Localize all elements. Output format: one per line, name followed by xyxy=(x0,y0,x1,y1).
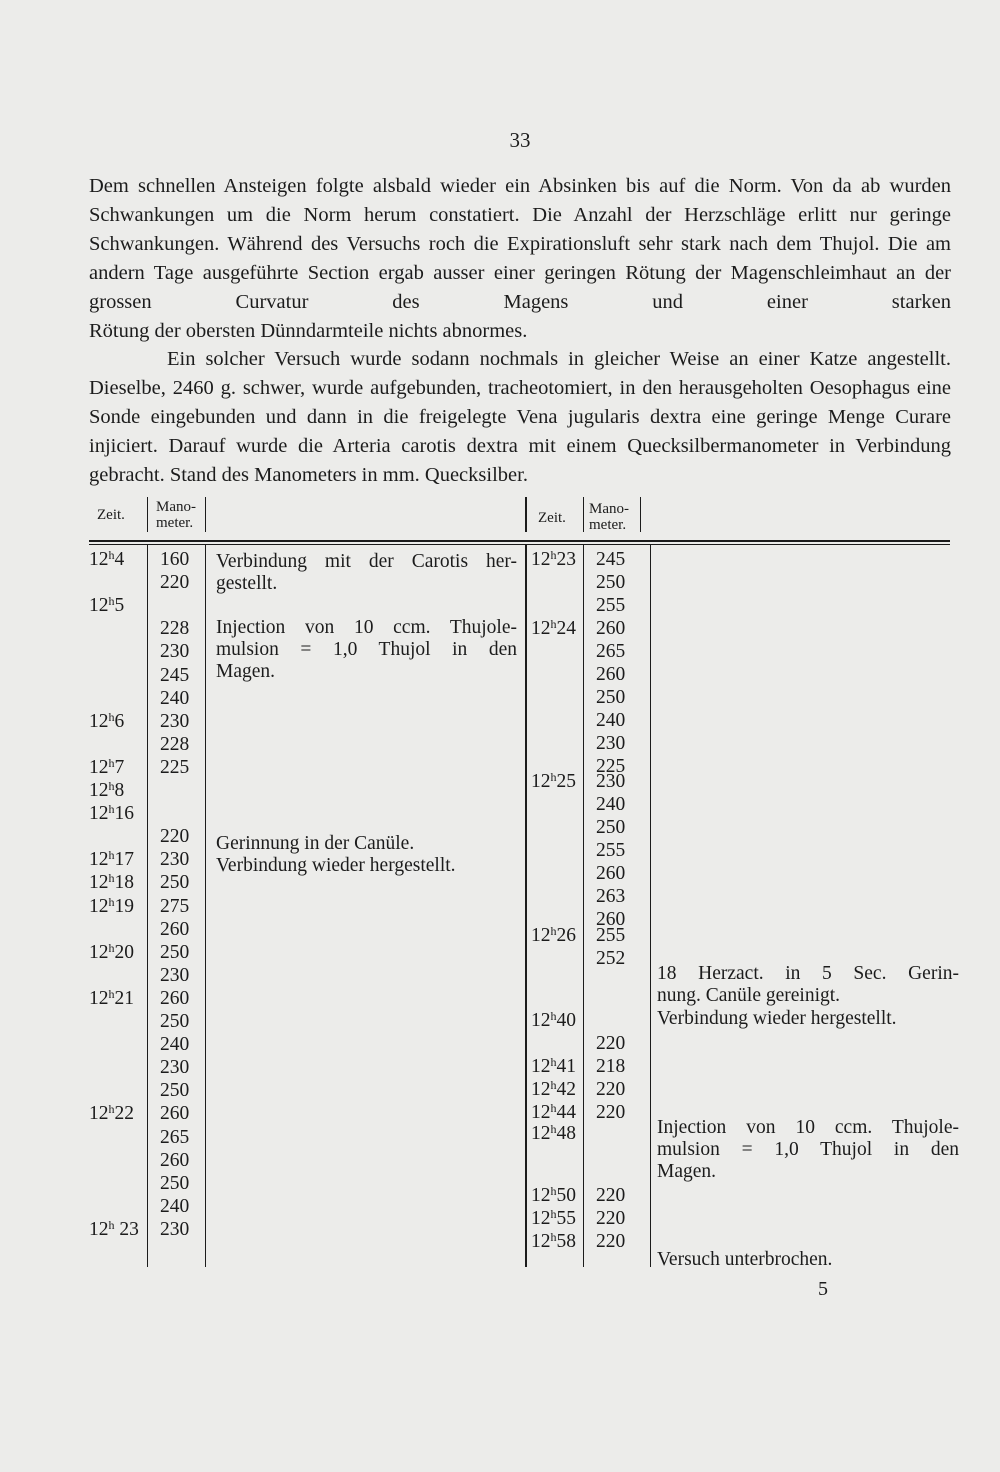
header-divider-right-2 xyxy=(640,497,641,532)
pressure-cell: 265 xyxy=(160,1126,190,1148)
pressure-cell: 228 xyxy=(160,733,190,755)
pressure-cell: 240 xyxy=(596,794,626,815)
header-divider-left-1 xyxy=(147,497,148,532)
pressure-cell: 250 xyxy=(160,1080,190,1102)
pressure-cell: 220 xyxy=(596,1079,626,1100)
pressure-cell: 240 xyxy=(596,710,626,731)
pressure-cell: 230 xyxy=(160,849,190,871)
note-line: Versuch unterbrochen. xyxy=(657,1249,833,1270)
pressure-cell: 275 xyxy=(160,895,190,917)
pressure-cell: 240 xyxy=(160,1034,190,1056)
time-cell: 12$^h$5 xyxy=(89,594,125,617)
note-line: Gerinnung in der Canüle. xyxy=(216,833,415,854)
pressure-cell: 220 xyxy=(596,1208,626,1229)
note-line: Verbindung wieder hergestellt. xyxy=(216,855,456,876)
pressure-cell: 255 xyxy=(596,595,626,616)
pressure-cell: 218 xyxy=(596,1056,626,1077)
time-cell: 12$^h$18 xyxy=(89,871,134,894)
note-line: mulsion = 1,0 Thujol in den xyxy=(657,1139,959,1160)
column-divider-left-1 xyxy=(147,545,148,1267)
pressure-cell: 263 xyxy=(596,886,626,907)
table-top-rule xyxy=(89,540,950,542)
note-heartbeat xyxy=(657,963,959,1007)
paragraph-1-text: Dem schnellen Ansteigen folgte alsbald wieder ein Absinken bis auf die Norm. Von da ab wurden Schwankungen um die Norm herum constatiert. Die Anzahl der Herzschläge erlitt nur geringe Schwankungen. Während des Versuchs roch die Expirationsluft sehr stark nach dem Thujol. Die am andern Tage ausgeführte Section ergab ausser einer geringen Rötung der Magenschleimhaut an der grossen Curvatur des Magens und einer starken xyxy=(89,175,951,313)
note-line: Injection von 10 ccm. Thujole- xyxy=(216,617,517,638)
header-zeit-right: Zeit. xyxy=(538,510,566,526)
pressure-cell: 265 xyxy=(596,641,626,662)
pressure-cell: 250 xyxy=(160,941,190,963)
time-cell: 12$^h$ 23 xyxy=(89,1217,139,1240)
time-cell: 12$^h$19 xyxy=(89,894,134,917)
pressure-cell: 220 xyxy=(596,1033,626,1054)
pressure-cell: 250 xyxy=(160,1011,190,1032)
note-line: Verbindung mit der Carotis her- xyxy=(216,551,517,572)
header-zeit-left: Zeit. xyxy=(97,507,125,523)
note-line: nung. Canüle gereinigt. xyxy=(657,985,841,1006)
time-cell: 12$^h$40 xyxy=(531,1009,576,1031)
pressure-cell: 230 xyxy=(160,1218,190,1240)
time-cell: 12$^h$42 xyxy=(531,1078,576,1100)
note-experiment-stopped xyxy=(657,1249,959,1271)
pressure-cell: 250 xyxy=(596,572,626,593)
pressure-cell: 220 xyxy=(160,572,190,594)
time-cell: 12$^h$17 xyxy=(89,848,134,871)
pressure-cell: 160 xyxy=(160,549,190,570)
paragraph-2: Ein solcher Versuch wurde sodann nochmals in gleicher Weise an einer Katze angestellt. Dieselbe, 2460 g. schwer, wurde aufgebunden, tracheotomiert, in den herausgeholten Oesophagus eine Sonde eingebunden und dann in die freigelegte Vena jugularis dextra eine geringe Menge Curare injiciert. Darauf wurde die Arteria carotis dextra mit einem Quecksilbermanometer in Verbindung gebracht. Stand des Manometers in mm. Quecksilber. xyxy=(89,348,951,487)
pressure-cell: 255 xyxy=(596,925,626,946)
pressure-cell: 260 xyxy=(160,918,190,940)
column-divider-left-2 xyxy=(205,545,206,1267)
pressure-cell: 260 xyxy=(596,909,626,930)
time-cell: 12$^h$7 xyxy=(89,755,125,778)
pressure-cell: 220 xyxy=(596,1102,626,1123)
time-cell: 12$^h$23 xyxy=(531,548,576,570)
time-cell: 12$^h$55 xyxy=(531,1207,576,1229)
pressure-cell: 260 xyxy=(596,664,626,685)
column-divider-middle xyxy=(525,545,527,1267)
time-cell: 12$^h$44 xyxy=(531,1101,576,1123)
pressure-cell: 252 xyxy=(596,948,626,969)
pressure-cell: 250 xyxy=(596,687,626,708)
pressure-cell: 250 xyxy=(596,817,626,838)
pressure-cell: 245 xyxy=(160,664,190,686)
pressure-cell: 240 xyxy=(160,1195,190,1217)
time-cell: 12$^h$16 xyxy=(89,802,134,825)
header-mano-left-1: Mano- xyxy=(156,499,196,515)
pressure-cell: 220 xyxy=(160,826,190,848)
time-cell: 12$^h$6 xyxy=(89,709,125,732)
pressure-cell: 220 xyxy=(596,1185,626,1206)
signature-mark: 5 xyxy=(818,1278,828,1300)
time-cell: 12$^h$8 xyxy=(89,779,125,801)
header-mano-right-1: Mano- xyxy=(589,501,629,517)
header-divider-right-1 xyxy=(583,497,584,532)
note-line: Verbindung wieder hergestellt. xyxy=(657,1008,897,1029)
pressure-cell: 245 xyxy=(596,549,626,570)
time-cell: 12$^h$48 xyxy=(531,1122,576,1144)
note-reconnected-right xyxy=(657,1008,959,1030)
time-cell: 12$^h$50 xyxy=(531,1184,576,1206)
note-line: Magen. xyxy=(216,661,276,682)
page-number: 33 xyxy=(509,128,531,152)
pressure-cell: 260 xyxy=(160,987,190,1009)
time-cell: 12$^h$25 xyxy=(531,770,576,792)
pressure-cell: 260 xyxy=(596,618,626,639)
column-divider-right-2 xyxy=(650,545,651,1267)
pressure-cell: 260 xyxy=(596,863,626,884)
pressure-cell: 230 xyxy=(596,733,626,754)
header-divider-middle xyxy=(525,497,527,532)
time-cell: 12$^h$20 xyxy=(89,940,134,963)
header-mano-right-2: meter. xyxy=(589,517,627,533)
time-cell: 12$^h$41 xyxy=(531,1055,576,1077)
pressure-cell: 225 xyxy=(596,756,626,777)
time-cell: 12$^h$21 xyxy=(89,986,134,1009)
pressure-cell: 230 xyxy=(160,710,190,732)
paragraph-1-last-line: Rötung der obersten Dünndarmteile nichts abnormes. xyxy=(89,319,528,342)
table-top-rule-2 xyxy=(89,544,950,545)
time-cell: 12$^h$24 xyxy=(531,617,576,639)
header-mano-left-2: meter. xyxy=(156,515,194,531)
pressure-cell: 230 xyxy=(160,641,190,663)
pressure-cell: 230 xyxy=(160,964,190,986)
note-reconnected xyxy=(216,855,517,877)
time-cell: 12$^h$26 xyxy=(531,924,576,946)
pressure-cell: 255 xyxy=(596,840,626,861)
time-cell: 12$^h$58 xyxy=(531,1230,576,1252)
pressure-cell: 220 xyxy=(596,1231,626,1252)
note-clotting xyxy=(216,833,517,855)
column-divider-right-1 xyxy=(583,545,584,1267)
note-line: 18 Herzact. in 5 Sec. Gerin- xyxy=(657,963,959,984)
note-line: mulsion = 1,0 Thujol in den xyxy=(216,639,517,660)
pressure-cell: 240 xyxy=(160,687,190,709)
pressure-cell: 230 xyxy=(160,1057,190,1079)
note-line: Injection von 10 ccm. Thujole- xyxy=(657,1117,959,1138)
pressure-cell: 260 xyxy=(160,1103,190,1125)
note-injection-1 xyxy=(216,617,517,683)
body-text xyxy=(89,172,951,490)
pressure-cell: 250 xyxy=(160,1172,190,1194)
pressure-cell: 230 xyxy=(596,771,626,792)
pressure-cell: 225 xyxy=(160,756,190,778)
paragraph-1 xyxy=(89,172,951,345)
header-divider-left-2 xyxy=(205,497,206,532)
time-cell: 12$^h$22 xyxy=(89,1102,134,1125)
pressure-cell: 228 xyxy=(160,618,190,640)
note-injection-2 xyxy=(657,1117,959,1183)
pressure-cell: 260 xyxy=(160,1149,190,1171)
pressure-cell: 250 xyxy=(160,872,190,894)
note-carotis-connected xyxy=(216,551,517,595)
note-line: Magen. xyxy=(657,1161,717,1182)
time-cell: 12$^h$4 xyxy=(89,548,125,570)
note-line: gestellt. xyxy=(216,573,278,594)
